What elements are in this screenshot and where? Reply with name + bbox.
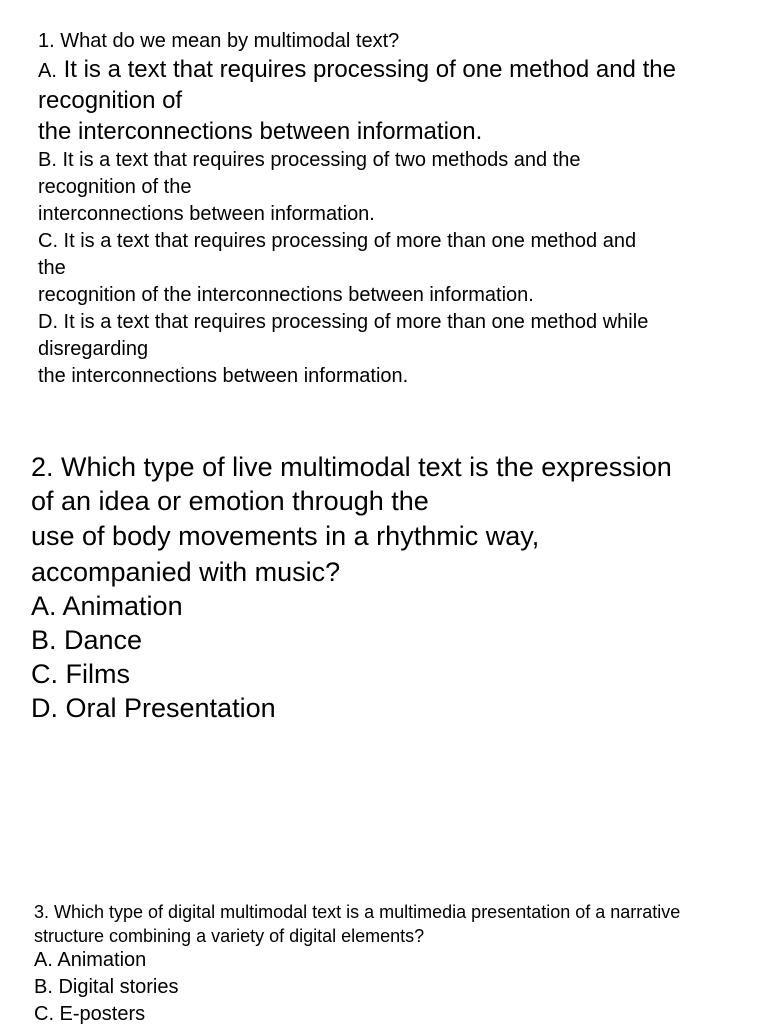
q1-option-a-line1	[38, 56, 676, 84]
q1-option-a-text: It is a text that requires processing of one method and the	[56, 56, 676, 83]
q1-option-a-prefix: A.	[38, 60, 57, 82]
q1-option-b-line2: recognition of the	[38, 176, 192, 198]
q2-question-line3: use of body movements in a rhythmic way,	[31, 521, 540, 551]
q1-option-c-line3: recognition of the interconnections between information.	[38, 284, 534, 306]
q1-option-c-line1: C. It is a text that requires processing of more than one method and	[38, 230, 637, 252]
q1-option-d-line1: D. It is a text that requires processing of more than one method while	[38, 311, 649, 333]
q1-option-b-line1: B. It is a text that requires processing of two methods and the	[38, 149, 581, 171]
q3-option-c: C. E-posters	[34, 1003, 146, 1025]
q2-option-c: C. Films	[31, 659, 130, 689]
q1-option-a-line3: the interconnections between information.	[38, 118, 483, 145]
q2-option-a: A. Animation	[31, 591, 183, 621]
q2-option-b: B. Dance	[31, 625, 143, 655]
q2-question-line2: of an idea or emotion through the	[31, 486, 429, 516]
q2-question-line4: accompanied with music?	[31, 557, 341, 587]
q1-option-a-line2: recognition of	[38, 87, 183, 114]
q1-option-c-line2: the	[38, 257, 66, 279]
q2-option-d: D. Oral Presentation	[31, 693, 276, 723]
q3-option-b: B. Digital stories	[34, 976, 179, 998]
q1-option-d-line2: disregarding	[38, 338, 149, 360]
q3-question-line2: structure combining a variety of digital elements?	[34, 926, 425, 946]
q1-option-b-line3: interconnections between information.	[38, 203, 375, 225]
q1-option-d-line3: the interconnections between information.	[38, 365, 409, 387]
q3-question-line1: 3. Which type of digital multimodal text is a multimedia presentation of a narrative	[34, 902, 681, 922]
q3-option-a: A. Animation	[34, 949, 147, 971]
q1-question: 1. What do we mean by multimodal text?	[38, 30, 400, 52]
q2-question-line1: 2. Which type of live multimodal text is the expression	[31, 452, 672, 482]
